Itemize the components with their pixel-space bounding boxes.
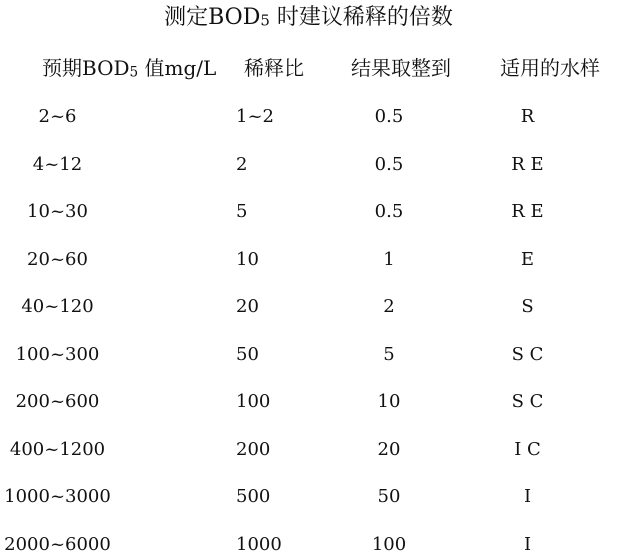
table-row — [0, 246, 617, 274]
header-dilution-ratio: 稀释比 — [244, 56, 304, 80]
title-subscript: 5 — [260, 11, 270, 30]
sample-cell: S C — [511, 391, 544, 412]
range-cell: 200~600 — [15, 391, 100, 412]
sample-cell: I — [523, 533, 532, 555]
ratio-cell: 1~2 — [236, 106, 274, 127]
sample-cell: I C — [514, 438, 541, 460]
header-expected-bod-subscript: 5 — [129, 64, 139, 81]
title-prefix: 测定BOD — [164, 5, 261, 30]
range-cell: 2000~6000 — [4, 533, 111, 555]
title-suffix: 时建议稀释的倍数 — [269, 5, 453, 30]
range-cell: 20~60 — [27, 248, 88, 270]
table-row — [0, 151, 617, 179]
round-cell: 5 — [383, 343, 395, 365]
table-row — [0, 483, 617, 511]
range-cell: 400~1200 — [9, 438, 106, 460]
ratio-cell: 500 — [236, 486, 271, 507]
round-cell: 1 — [383, 248, 395, 270]
table-row — [0, 103, 617, 131]
header-expected-bod — [42, 54, 216, 82]
ratio-cell: 100 — [236, 391, 271, 412]
range-cell: 2~6 — [38, 106, 77, 127]
sample-cell: I — [523, 486, 532, 507]
range-cell: 10~30 — [27, 201, 88, 222]
sample-cell: R E — [511, 153, 544, 175]
ratio-cell: 200 — [236, 438, 271, 460]
ratio-cell: 20 — [236, 296, 259, 317]
round-cell: 2 — [383, 296, 395, 317]
table-row — [0, 293, 617, 321]
ratio-cell: 10 — [236, 248, 259, 270]
round-cell: 0.5 — [374, 201, 404, 222]
round-cell: 0.5 — [374, 106, 404, 127]
round-cell: 10 — [377, 391, 401, 412]
table-row — [0, 198, 617, 226]
header-expected-bod-prefix: 预期BOD — [42, 56, 130, 80]
table-row — [0, 436, 617, 464]
table-row — [0, 531, 617, 559]
range-cell: 40~120 — [21, 296, 94, 317]
round-cell: 0.5 — [374, 153, 404, 175]
ratio-cell: 5 — [236, 201, 248, 222]
range-cell: 4~12 — [32, 153, 83, 175]
sample-cell: R E — [511, 201, 544, 222]
range-cell: 1000~3000 — [4, 486, 111, 507]
header-sample-type: 适用的水样 — [500, 56, 600, 80]
table-row — [0, 388, 617, 416]
ratio-cell: 1000 — [236, 533, 282, 555]
table-row — [0, 341, 617, 369]
table-title — [0, 3, 617, 33]
round-cell: 100 — [371, 533, 407, 555]
sample-cell: S — [521, 296, 534, 317]
sample-cell: S C — [511, 343, 544, 365]
round-cell: 50 — [377, 486, 401, 507]
header-expected-bod-suffix: 值mg/L — [138, 56, 217, 80]
ratio-cell: 2 — [236, 153, 248, 175]
header-rounding: 结果取整到 — [351, 56, 451, 80]
sample-cell: R — [520, 106, 535, 127]
round-cell: 20 — [377, 438, 401, 460]
range-cell: 100~300 — [15, 343, 100, 365]
ratio-cell: 50 — [236, 343, 259, 365]
sample-cell: E — [520, 248, 535, 270]
